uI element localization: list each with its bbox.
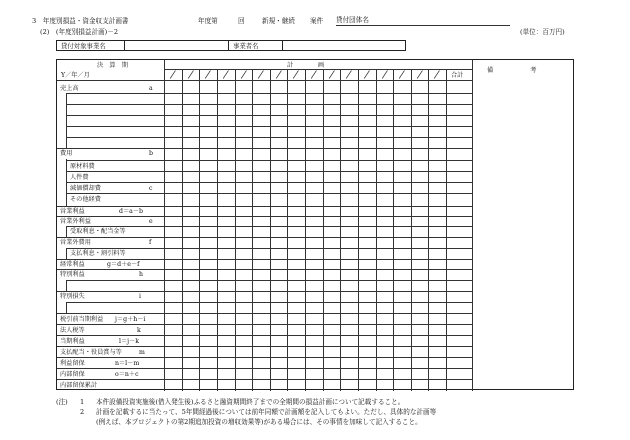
notes-prefix: (注) [56, 398, 68, 406]
borrower-label: 貸付対象事業名 [57, 41, 125, 50]
note-1: 本件設備投資実施後(借入発生後)ふるさと融資期間終了までの全期間の損益計画について記載すること。 [96, 398, 405, 406]
unit-label: (単位：百万円) [520, 28, 565, 36]
period-divider [305, 69, 306, 391]
period-divider [217, 69, 218, 391]
row-divider [57, 346, 472, 347]
borrower-field[interactable] [125, 41, 229, 50]
period-header-cell[interactable] [217, 69, 235, 80]
indent-divider [66, 93, 67, 148]
row-special-loss: 特別損失 [60, 293, 85, 300]
row-divider [66, 104, 472, 105]
period-divider [235, 69, 236, 391]
note-2-number: 2 [80, 408, 85, 416]
note-2-line-1: 計画を記載するに当たって、5年間経過後については前年同額で計画額を記入してもよい。ただし、具体的な計画等 [96, 408, 437, 416]
row-expenses-code: b [149, 150, 153, 157]
row-divider [66, 248, 472, 249]
period-header-cell[interactable] [287, 69, 305, 80]
row-interest-income: 受取利息・配当金等 [70, 228, 126, 235]
row-divider [57, 324, 472, 325]
row-ordinary-profit: 経常利益 [60, 261, 85, 268]
operator-label: 事業者名 [229, 41, 283, 50]
row-nonoperating-income-code: e [149, 218, 153, 225]
row-divider [57, 237, 472, 238]
period-header-cell[interactable] [376, 69, 394, 80]
period-divider [199, 69, 200, 391]
plan-label: 計 画 [287, 62, 325, 69]
row-divider [57, 291, 472, 292]
row-divider [66, 160, 472, 161]
period-divider [287, 69, 288, 391]
row-net-profit: 当期利益 [60, 338, 85, 345]
period-divider [446, 69, 447, 391]
row-divider [66, 137, 472, 138]
row-operating-profit-code: d＝a－b [119, 208, 143, 215]
row-divider [57, 216, 472, 217]
row-divider [66, 126, 472, 127]
settlement-period-label: 決 算 期 [97, 62, 128, 69]
row-divider [57, 368, 472, 369]
row-divider [66, 193, 472, 194]
period-header-cell[interactable] [323, 69, 341, 80]
period-header-cell[interactable] [252, 69, 270, 80]
period-header-cell[interactable] [164, 69, 182, 80]
period-header-cell[interactable] [340, 69, 358, 80]
row-divider [57, 335, 472, 336]
row-divider [66, 182, 472, 183]
row-corporate-tax-code: k [137, 327, 141, 334]
period-header-cell[interactable] [428, 69, 446, 80]
row-divider [57, 80, 472, 81]
row-internal-reserve: 内部留保 [60, 371, 85, 378]
indent-divider [66, 248, 67, 259]
row-depreciation-code: c [149, 185, 153, 192]
total-label: 合計 [451, 72, 464, 79]
note-1-number: 1 [80, 398, 85, 406]
indent-divider [66, 280, 67, 291]
row-depreciation: 減価償却費 [70, 185, 101, 192]
operator-field[interactable] [283, 41, 407, 50]
period-divider [164, 69, 165, 391]
indent-divider [66, 302, 67, 313]
row-divider [57, 206, 472, 207]
row-raw-materials: 原材料費 [70, 163, 95, 170]
notes-column-label: 備 考 [487, 67, 537, 74]
period-divider [376, 69, 377, 391]
row-ordinary-profit-code: g＝d＋e－f [107, 261, 140, 268]
period-header-cell[interactable] [393, 69, 411, 80]
profit-loss-table [56, 59, 574, 390]
row-expenses: 費用 [60, 150, 73, 157]
fiscal-year-label: 年度第 [198, 17, 218, 25]
period-header-cell[interactable] [235, 69, 253, 80]
row-nonoperating-expenses: 営業外費用 [60, 239, 91, 246]
note-2-line-2: (例えば、本プロジェクトの第2期追加投資の増収効果等)がある場合には、その事情を加味して記入すること。 [96, 418, 422, 426]
row-operating-profit: 営業利益 [60, 208, 85, 215]
row-divider [66, 226, 472, 227]
period-divider [182, 69, 183, 391]
row-pretax-profit: 税引前当期利益 [60, 316, 104, 323]
new-continue-label: 新規・継続 [262, 17, 295, 25]
period-header-cell[interactable] [270, 69, 288, 80]
row-divider [66, 302, 472, 303]
period-divider [358, 69, 359, 391]
period-divider [393, 69, 394, 391]
row-divider [66, 280, 472, 281]
col-divider [472, 60, 473, 391]
case-label: 案件 [310, 17, 324, 25]
row-divider [57, 357, 472, 358]
period-divider [411, 69, 412, 391]
row-special-loss-code: i [139, 293, 141, 300]
organization-label: 貸付団体名 [336, 16, 369, 24]
row-corporate-tax: 法人税等 [60, 327, 85, 334]
period-divider [428, 69, 429, 391]
period-header-cell[interactable] [411, 69, 429, 80]
row-dividends: 支払配当・役員賞与等 [60, 349, 122, 356]
period-divider [323, 69, 324, 391]
row-divider [66, 93, 472, 94]
row-divider [57, 379, 472, 380]
row-special-gain-code: h [139, 271, 143, 278]
row-nonoperating-income: 営業外利益 [60, 218, 91, 225]
row-special-gain: 特別利益 [60, 271, 85, 278]
row-other-expenses: その他経費 [70, 196, 101, 203]
organization-name-field[interactable] [336, 16, 510, 26]
period-header-cell[interactable] [358, 69, 376, 80]
row-divider [57, 259, 472, 260]
row-retained-profit: 利益留保 [60, 360, 85, 367]
period-divider [252, 69, 253, 391]
period-divider [270, 69, 271, 391]
row-divider [66, 171, 472, 172]
row-divider [57, 148, 472, 149]
year-month-label: Y／年／月 [61, 72, 90, 79]
indent-divider [66, 227, 67, 237]
row-retained-profit-code: n＝l－m [115, 360, 140, 367]
row-dividends-code: m [139, 349, 145, 356]
row-divider [57, 269, 472, 270]
row-labor: 人件費 [70, 174, 89, 181]
row-nonoperating-expenses-code: f [149, 239, 152, 246]
period-header-cell[interactable] [199, 69, 217, 80]
times-label: 回 [238, 17, 245, 25]
row-internal-reserve-code: o＝n＋c [115, 371, 139, 378]
period-divider [340, 69, 341, 391]
row-sales-code: a [149, 85, 153, 92]
subsection-title: (2) (年度別損益計画)－2 [40, 28, 119, 36]
indent-divider [66, 159, 67, 206]
period-header-cell[interactable] [182, 69, 200, 80]
project-info-box [56, 40, 406, 51]
period-header-cell[interactable] [305, 69, 323, 80]
row-net-profit-code: l＝j－k [119, 338, 140, 345]
row-divider [66, 115, 472, 116]
row-cumulative-internal-reserve: 内部留保累計 [60, 382, 98, 389]
row-pretax-profit-code: j＝g＋h－i [115, 316, 146, 323]
row-divider [57, 313, 472, 314]
section-title: 3 年度別損益・資金収支計画書 [32, 17, 129, 25]
row-interest-expense: 支払利息・割引料等 [70, 250, 126, 257]
row-sales: 売上高 [60, 85, 79, 92]
